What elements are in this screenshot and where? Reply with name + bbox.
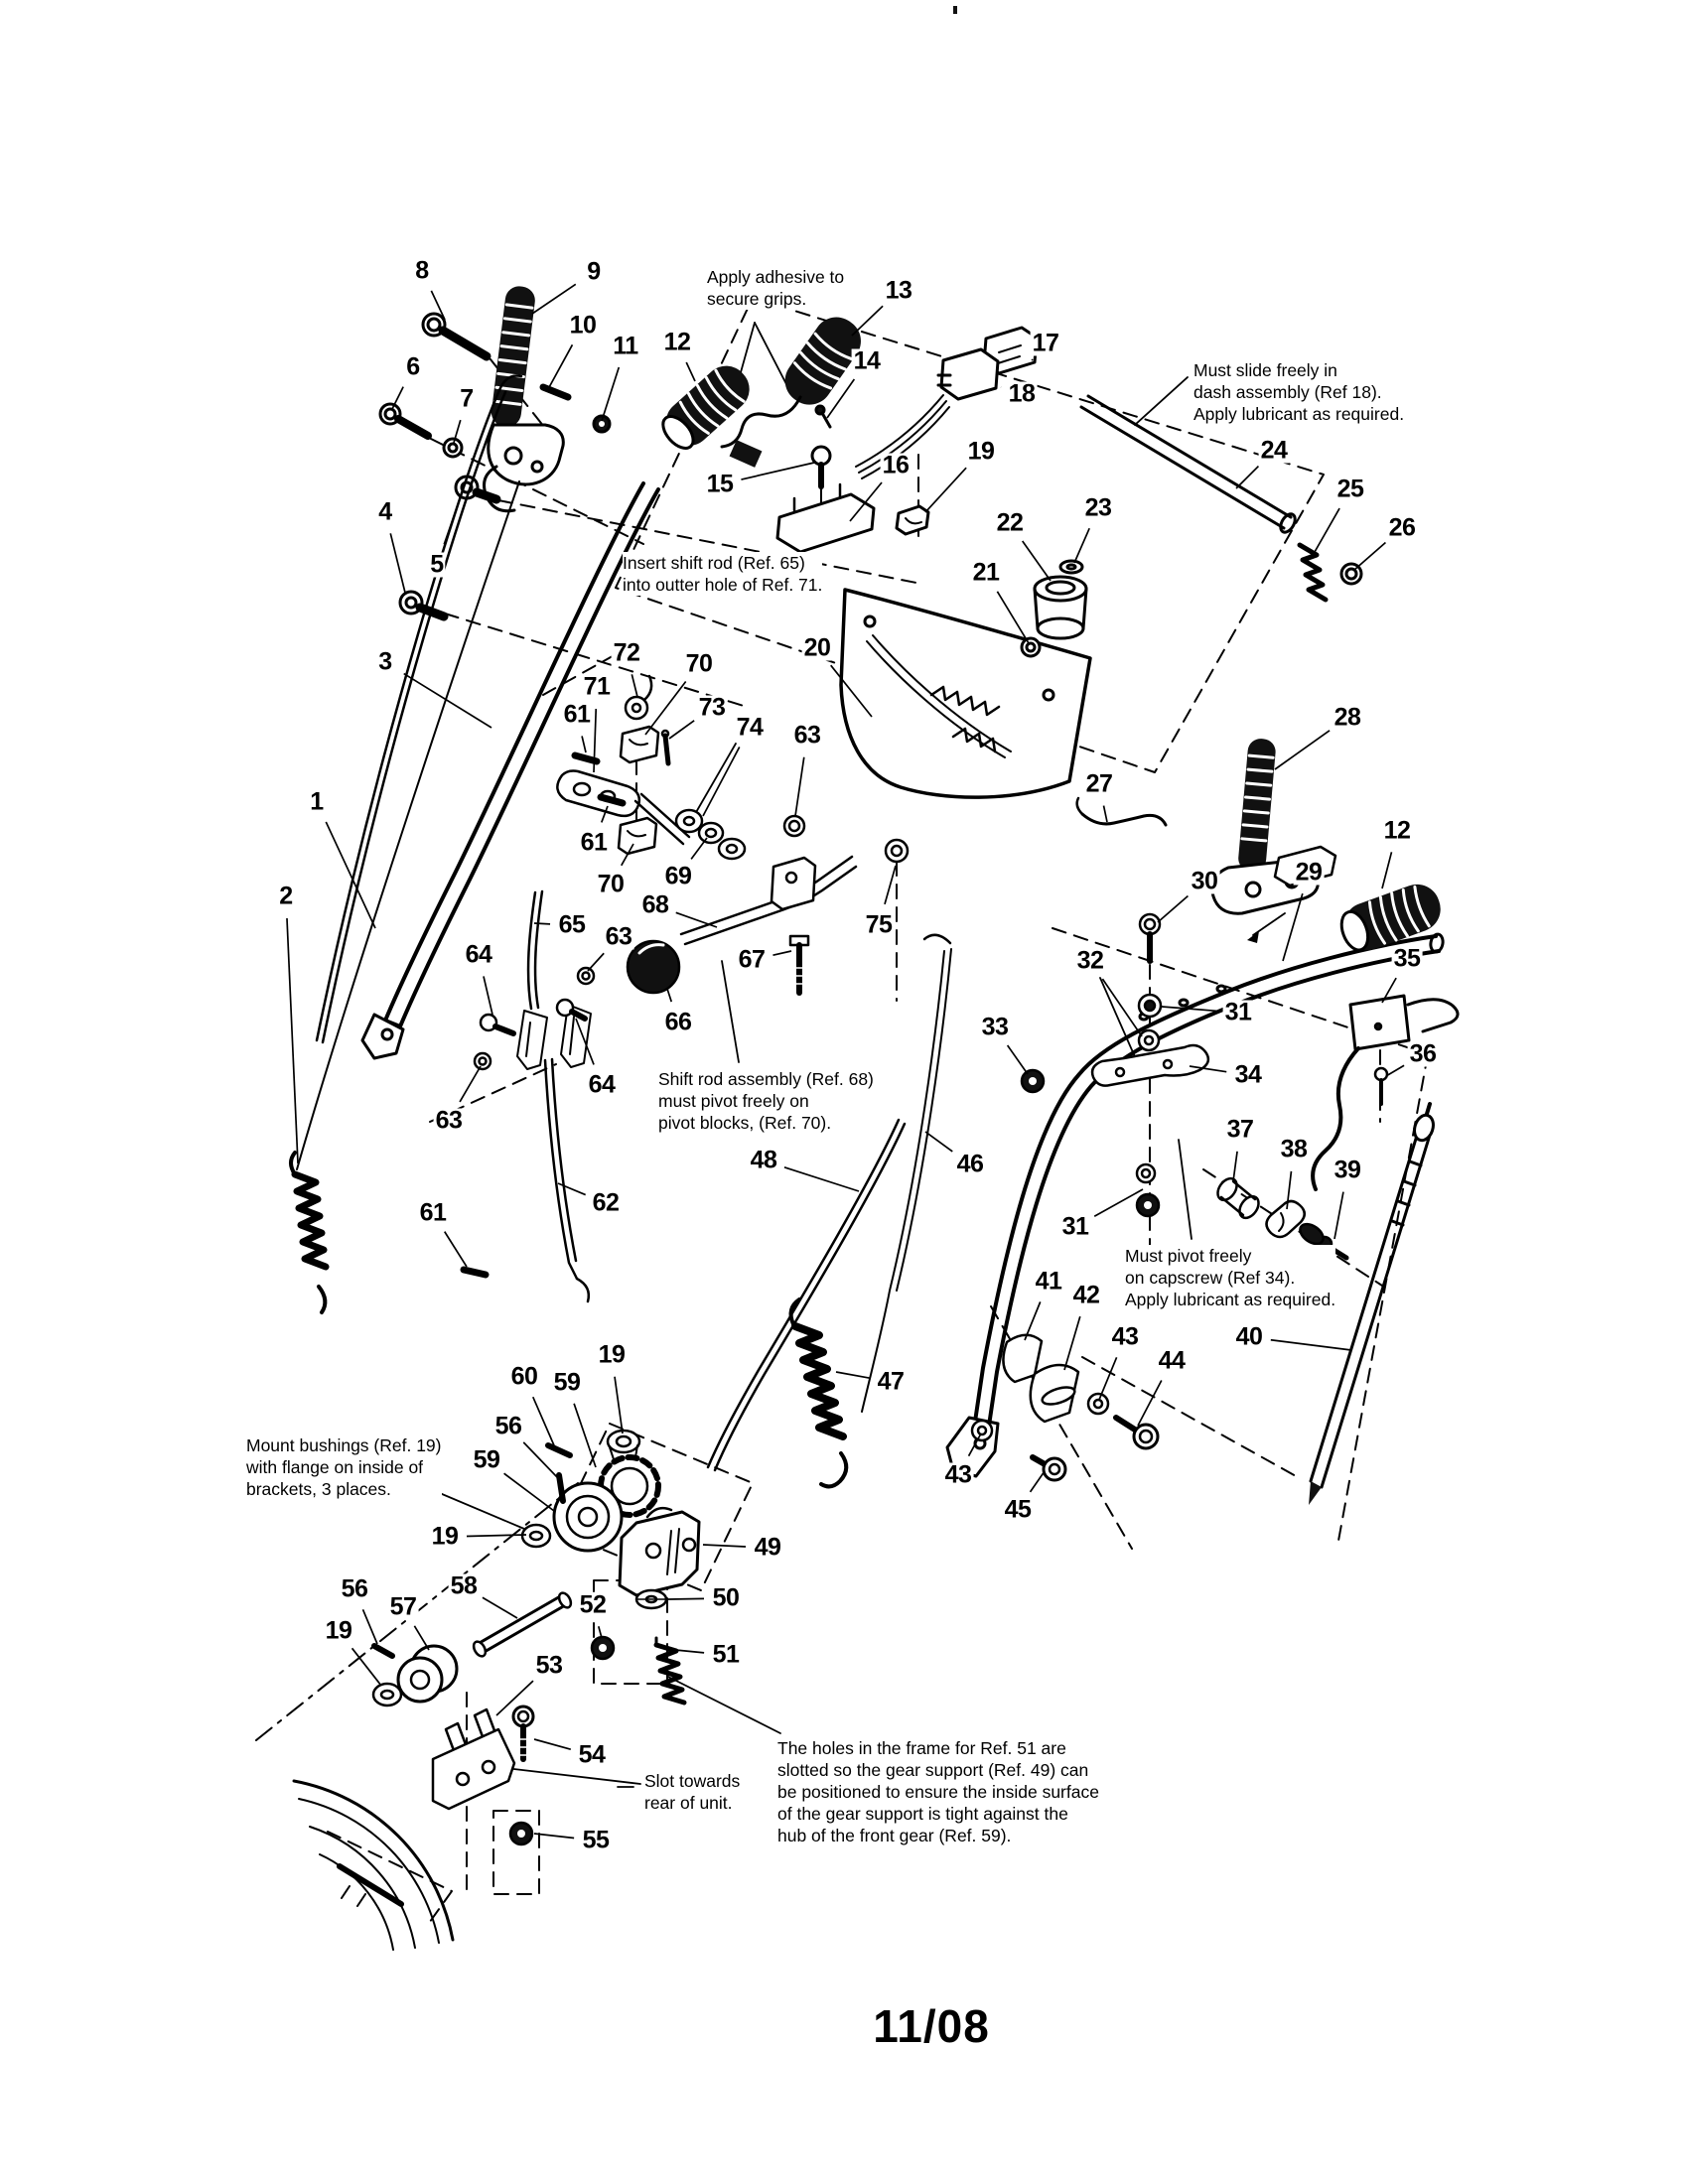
- part-label-19-18: 19: [967, 437, 995, 466]
- part-label-19-67: 19: [325, 1616, 352, 1645]
- part-label-62-71: 62: [592, 1188, 620, 1217]
- part-label-39-39: 39: [1333, 1156, 1361, 1184]
- part-label-2-13: 2: [279, 882, 293, 910]
- part-label-41-42: 41: [1035, 1267, 1062, 1296]
- part-label-11-3: 11: [613, 332, 638, 360]
- part-label-32-32: 32: [1076, 946, 1104, 975]
- part-label-22-21: 22: [996, 508, 1024, 537]
- part-label-69-81: 69: [664, 862, 692, 890]
- part-label-8-0: 8: [415, 256, 429, 285]
- part-label-4-9: 4: [378, 497, 392, 526]
- note-shift-rod-pivot: Shift rod assembly (Ref. 68) must pivot freely on pivot blocks, (Ref. 70).: [658, 1069, 874, 1133]
- part-label-70-82: 70: [685, 649, 713, 678]
- part-label-58-66: 58: [450, 1571, 478, 1600]
- note-apply-adhesive: Apply adhesive to secure grips.: [707, 267, 845, 309]
- part-label-18-17: 18: [1008, 379, 1036, 408]
- note-insert-shift-rod: Insert shift rod (Ref. 65) into outter hole of Ref. 71.: [623, 553, 823, 595]
- part-label-20-19: 20: [803, 633, 831, 662]
- part-label-60-60: 60: [510, 1362, 538, 1391]
- part-label-57-65: 57: [389, 1592, 417, 1621]
- part-label-72-85: 72: [613, 638, 640, 667]
- part-label-43-46: 43: [944, 1460, 972, 1489]
- part-label-43-44: 43: [1111, 1322, 1139, 1351]
- part-label-61-68: 61: [563, 700, 591, 729]
- part-label-74-87: 74: [736, 713, 764, 742]
- part-label-75-88: 75: [865, 910, 893, 939]
- part-label-56-64: 56: [341, 1574, 368, 1603]
- part-label-61-69: 61: [580, 828, 608, 857]
- part-label-12-30: 12: [1383, 816, 1411, 845]
- part-label-25-24: 25: [1336, 475, 1364, 503]
- part-label-13-5: 13: [885, 276, 912, 305]
- part-label-45-47: 45: [1004, 1495, 1032, 1524]
- part-label-30-29: 30: [1191, 867, 1218, 895]
- part-label-73-86: 73: [698, 693, 726, 722]
- part-label-14-6: 14: [853, 346, 881, 375]
- part-label-66-78: 66: [664, 1008, 692, 1036]
- part-label-27-26: 27: [1085, 769, 1113, 798]
- part-label-16-15: 16: [882, 451, 910, 479]
- part-label-52-54: 52: [579, 1590, 607, 1619]
- part-label-64-76: 64: [588, 1070, 616, 1099]
- part-label-3-11: 3: [378, 647, 392, 676]
- part-label-59-62: 59: [473, 1445, 500, 1474]
- part-label-19-63: 19: [431, 1522, 459, 1551]
- note-slot-towards: Slot towards rear of unit.: [644, 1771, 741, 1813]
- part-label-38-38: 38: [1280, 1135, 1308, 1163]
- part-label-24-23: 24: [1260, 436, 1288, 465]
- part-label-9-1: 9: [587, 257, 601, 286]
- part-label-46-48: 46: [956, 1150, 984, 1178]
- part-label-21-20: 21: [972, 558, 1000, 587]
- part-label-51-53: 51: [712, 1640, 740, 1669]
- part-label-59-59: 59: [553, 1368, 581, 1397]
- part-label-26-25: 26: [1388, 513, 1416, 542]
- part-label-63-73: 63: [605, 922, 632, 951]
- part-label-63-72: 63: [793, 721, 821, 750]
- part-label-33-33: 33: [981, 1013, 1009, 1041]
- part-label-23-22: 23: [1084, 493, 1112, 522]
- note-must-pivot-freely: Must pivot freely on capscrew (Ref 34). Apply lubricant as required.: [1125, 1246, 1336, 1309]
- part-label-53-55: 53: [535, 1651, 563, 1680]
- part-label-44-45: 44: [1158, 1346, 1186, 1375]
- part-label-29-28: 29: [1295, 858, 1323, 887]
- part-label-40-41: 40: [1235, 1322, 1263, 1351]
- note-mount-bushings: Mount bushings (Ref. 19) with flange on inside of brackets, 3 places.: [246, 1435, 442, 1499]
- part-label-36-36: 36: [1409, 1039, 1437, 1068]
- part-label-7-8: 7: [460, 384, 474, 413]
- part-label-6-7: 6: [406, 352, 420, 381]
- part-label-61-70: 61: [419, 1198, 447, 1227]
- part-label-50-52: 50: [712, 1583, 740, 1612]
- part-label-63-74: 63: [435, 1106, 463, 1135]
- part-label-31-31: 31: [1224, 998, 1252, 1026]
- part-label-56-58: 56: [494, 1412, 522, 1440]
- revision-date: 11/08: [873, 2000, 990, 2052]
- part-label-55-57: 55: [582, 1826, 610, 1854]
- part-label-54-56: 54: [578, 1740, 606, 1769]
- part-label-68-80: 68: [641, 890, 669, 919]
- part-label-64-75: 64: [465, 940, 492, 969]
- part-label-47-49: 47: [877, 1367, 905, 1396]
- part-label-34-34: 34: [1234, 1060, 1262, 1089]
- part-label-67-79: 67: [738, 945, 766, 974]
- part-label-42-43: 42: [1072, 1281, 1100, 1309]
- part-label-48-50: 48: [750, 1146, 777, 1174]
- part-label-10-2: 10: [569, 311, 597, 340]
- part-label-28-27: 28: [1333, 703, 1361, 732]
- part-label-35-35: 35: [1393, 944, 1421, 973]
- part-label-65-77: 65: [558, 910, 586, 939]
- part-label-70-83: 70: [597, 870, 625, 898]
- note-must-slide-freely: Must slide freely in dash assembly (Ref 18). Apply lubricant as required.: [1193, 360, 1405, 424]
- part-label-12-4: 12: [663, 328, 691, 356]
- part-label-31-40: 31: [1061, 1212, 1089, 1241]
- part-label-17-16: 17: [1032, 329, 1059, 357]
- part-label-49-51: 49: [754, 1533, 781, 1562]
- part-label-19-61: 19: [598, 1340, 626, 1369]
- part-label-15-14: 15: [706, 470, 734, 498]
- note-holes-in-frame: The holes in the frame for Ref. 51 are slotted so the gear support (Ref. 49) can be positioned to ensure the inside surface of the gear support is tight against the hub of the front gear (Ref. 59).: [777, 1738, 1099, 1845]
- part-label-1-12: 1: [310, 787, 324, 816]
- part-label-37-37: 37: [1226, 1115, 1254, 1144]
- part-label-5-10: 5: [430, 550, 444, 579]
- part-label-71-84: 71: [583, 672, 611, 701]
